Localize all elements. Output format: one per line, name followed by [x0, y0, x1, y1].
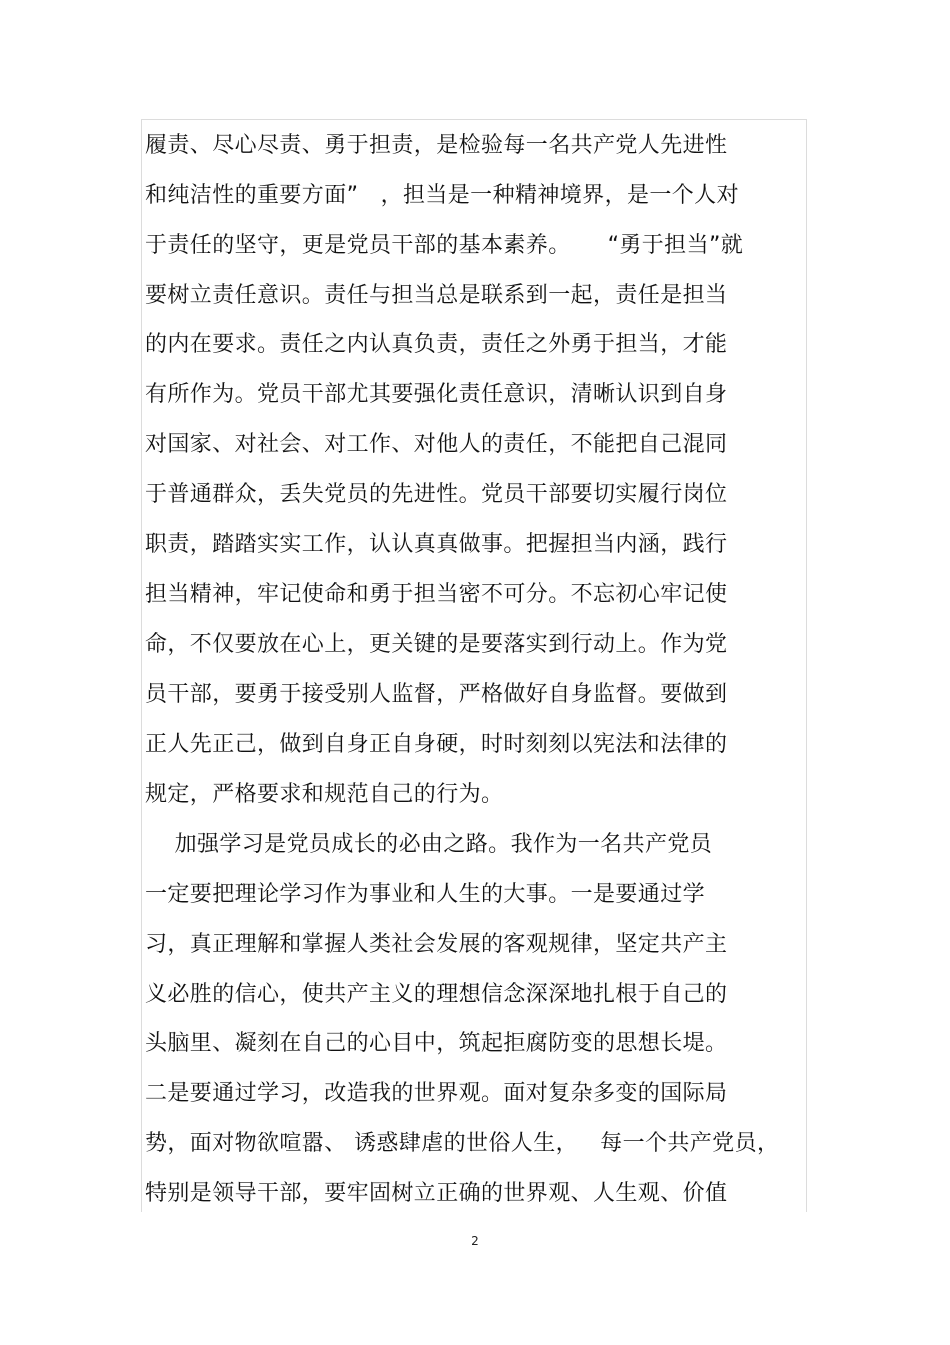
- text-line: 势，面对物欲喧嚣、 诱惑肆虐的世俗人生， 每一个共产党员，: [145, 1131, 780, 1156]
- text-line: 义必胜的信心，使共产主义的理想信念深深地扎根于自己的: [145, 982, 728, 1007]
- text-line: 履责、尽心尽责、勇于担责，是检验每一名共产党人先进性: [145, 133, 728, 158]
- text-line: 于普通群众，丢失党员的先进性。党员干部要切实履行岗位: [145, 482, 728, 507]
- text-line: 一定要把理论学习作为事业和人生的大事。一是要通过学: [145, 882, 706, 907]
- text-line: 正人先正己，做到自身正自身硬，时时刻刻以宪法和法律的: [145, 732, 728, 757]
- paragraph-start-line: 加强学习是党员成长的必由之路。我作为一名共产党员: [145, 832, 713, 857]
- text-line: 的内在要求。责任之内认真负责，责任之外勇于担当，才能: [145, 332, 728, 357]
- text-line: 二是要通过学习，改造我的世界观。面对复杂多变的国际局: [145, 1081, 728, 1106]
- text-line: 头脑里、凝刻在自己的心目中，筑起拒腐防变的思想长堤。: [145, 1031, 728, 1056]
- text-line: 命，不仅要放在心上，更关键的是要落实到行动上。作为党: [145, 632, 728, 657]
- page-number: 2: [471, 1234, 479, 1248]
- text-line: 习，真正理解和掌握人类社会发展的客观规律，坚定共产主: [145, 932, 728, 957]
- text-line: 职责，踏踏实实工作，认认真真做事。把握担当内涵，践行: [145, 532, 728, 557]
- text-line: 要树立责任意识。责任与担当总是联系到一起，责任是担当: [145, 283, 728, 308]
- text-line: 规定，严格要求和规范自己的行为。: [145, 782, 504, 807]
- text-line: 对国家、对社会、对工作、对他人的责任，不能把自己混同: [145, 432, 728, 457]
- text-line: 和纯洁性的重要方面” ，担当是一种精神境界，是一个人对: [145, 183, 739, 208]
- text-line: 员干部，要勇于接受别人监督，严格做好自身监督。要做到: [145, 682, 728, 707]
- text-line: 特别是领导干部，要牢固树立正确的世界观、人生观、价值: [145, 1181, 728, 1206]
- text-line: 有所作为。党员干部尤其要强化责任意识，清晰认识到自身: [145, 382, 728, 407]
- text-line: 于责任的坚守，更是党员干部的基本素养。 “勇于担当”就: [145, 233, 744, 258]
- text-line: 担当精神，牢记使命和勇于担当密不可分。不忘初心牢记使: [145, 582, 728, 607]
